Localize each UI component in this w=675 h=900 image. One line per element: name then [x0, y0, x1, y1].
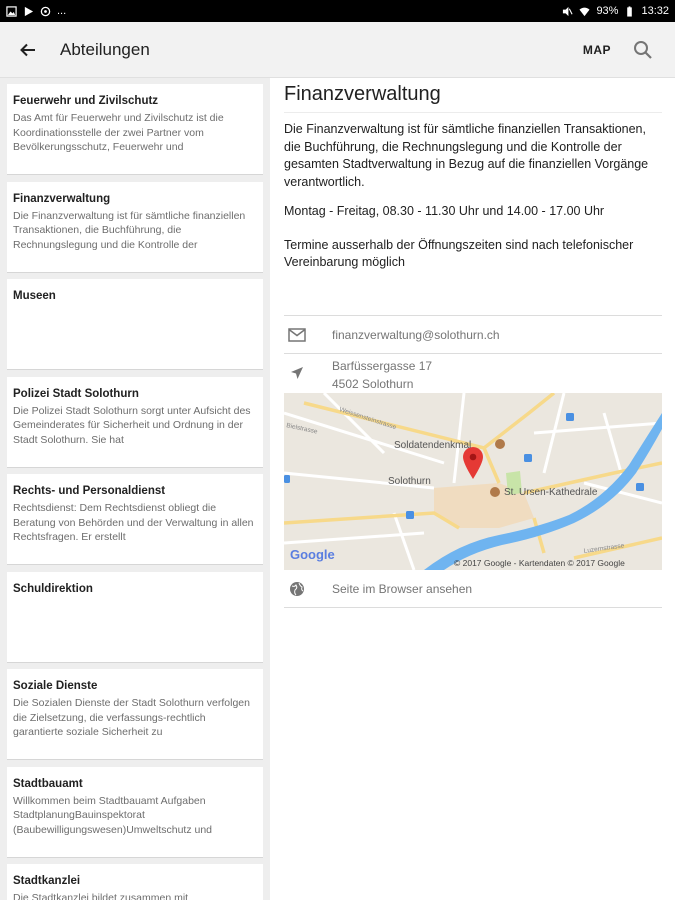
list-item-desc: Die Finanzverwaltung ist für sämtliche finanziellen Transaktionen, die Buchführung, die Rechnungslegung und die Kontrolle der	[13, 209, 246, 251]
list-item-title: Museen	[13, 290, 56, 302]
back-button[interactable]	[0, 22, 56, 78]
map-button[interactable]: MAP	[582, 42, 611, 57]
browser-link-text: Seite im Browser ansehen	[332, 581, 473, 596]
list-item-title: Rechts- und Personaldienst	[13, 485, 166, 497]
map-label-road2: Bielstrasse	[285, 422, 319, 436]
list-item-desc: Die Polizei Stadt Solothurn sorgt unter Aufsicht des Gemeinderates für Sicherheit und Ordnung in der Stadt Solothurn. Sie hat	[13, 404, 251, 446]
list-item-title: Schuldirektion	[13, 582, 93, 595]
list-item-title: Finanzverwaltung	[13, 192, 111, 205]
map-label-solothurn: Solothurn	[388, 476, 431, 487]
opening-hours: Montag - Freitag, 08.30 - 11.30 Uhr und 14.00 - 17.00 Uhr	[284, 204, 605, 218]
list-item-museen[interactable]	[7, 279, 263, 370]
list-item-schuldirektion[interactable]	[7, 572, 263, 663]
arrow-back-icon	[19, 41, 37, 59]
more-notifications: ...	[57, 5, 67, 17]
sync-icon	[40, 6, 51, 17]
department-list	[0, 78, 270, 900]
map-label-road3: Luzernstrasse	[583, 542, 625, 555]
status-bar	[0, 0, 675, 22]
email-text: finanzverwaltung@solothurn.ch	[332, 327, 500, 342]
list-item-title: Feuerwehr und Zivilschutz	[13, 95, 159, 107]
clock: 13:32	[641, 5, 669, 17]
page-title: Abteilungen	[60, 39, 150, 59]
open-in-browser-row[interactable]	[284, 570, 662, 608]
app-toolbar	[0, 22, 675, 78]
search-button[interactable]	[619, 26, 667, 74]
list-item-stadtkanzlei[interactable]	[7, 864, 263, 900]
appointment-note: Termine ausserhalb der Öffnungszeiten sind nach telefonischer Vereinbarung möglich	[284, 237, 634, 269]
search-icon	[633, 40, 653, 60]
email-row[interactable]	[284, 315, 662, 353]
battery-icon	[624, 6, 635, 17]
mute-icon	[562, 6, 573, 17]
list-item-desc	[13, 306, 257, 350]
battery-percent: 93%	[596, 5, 619, 17]
map-label-road1: Weissensteinstrasse	[338, 406, 398, 432]
wifi-icon	[579, 6, 590, 17]
list-item-desc	[13, 599, 257, 643]
list-item-desc: Das Amt für Feuerwehr und Zivilschutz ist die Koordinationsstelle der zwei Partner vom Bevölkerungsschutz, Feuerwehr und	[13, 112, 224, 153]
map-label-soldatendenkmal: Soldatendenkmal	[394, 440, 472, 451]
list-item-desc: Die Sozialen Dienste der Stadt Solothurn verfolgen die Zielsetzung, die verfassungs-rechtlich garantierte soziale Sicherheit zu	[13, 697, 250, 738]
list-item-desc: Die Stadtkanzlei bildet zusammen mit	[13, 892, 189, 900]
navigation-arrow-icon	[290, 366, 304, 380]
map-attribution: © 2017 Google - Kartendaten © 2017 Google	[454, 558, 625, 568]
list-item-title: Stadtkanzlei	[13, 875, 81, 887]
globe-icon	[289, 581, 305, 597]
detail-description: Die Finanzverwaltung ist für sämtliche finanziellen Transaktionen, die Buchführung, die Rechnungslegung und die Kontrolle der gesamten Stadtverwaltung in Bezug auf die finanziellen Vorgänge verantwortlich.	[284, 122, 649, 189]
map-label-kathedrale: St. Ursen-Kathedrale	[504, 487, 598, 498]
google-logo: Google	[290, 547, 335, 562]
list-item-finanzverwaltung[interactable]	[7, 182, 263, 273]
list-item-desc: Willkommen beim Stadtbauamt Aufgaben StadtplanungBauinspektorat (Baubewilligungswesen)Umweltschutz und	[13, 794, 213, 836]
address-row[interactable]	[284, 353, 662, 393]
list-item-polizei[interactable]	[7, 377, 263, 468]
list-item-feuerwehr[interactable]	[7, 84, 263, 175]
detail-title: Finanzverwaltung	[284, 83, 662, 113]
location-map[interactable]	[284, 393, 662, 570]
list-item-stadtbauamt[interactable]	[7, 767, 263, 858]
list-item-desc: Rechtsdienst: Dem Rechtsdienst obliegt die Beratung von Behörden und der Verwaltung in allen Rechtsfragen. Er erstellt	[13, 502, 254, 543]
list-item-title: Polizei Stadt Solothurn	[13, 387, 139, 400]
address-text	[332, 357, 432, 393]
play-icon	[23, 6, 34, 17]
list-item-rechtsdienst[interactable]	[7, 474, 263, 565]
list-item-title: Soziale Dienste	[13, 680, 98, 692]
map-canvas	[284, 393, 662, 570]
image-icon	[6, 6, 17, 17]
list-item-title: Stadtbauamt	[13, 777, 83, 790]
address-city: 4502 Solothurn	[332, 377, 414, 391]
mail-icon	[288, 328, 306, 342]
detail-panel	[284, 78, 662, 272]
list-item-soziale-dienste[interactable]	[7, 669, 263, 760]
address-street: Barfüssergasse 17	[332, 359, 433, 373]
